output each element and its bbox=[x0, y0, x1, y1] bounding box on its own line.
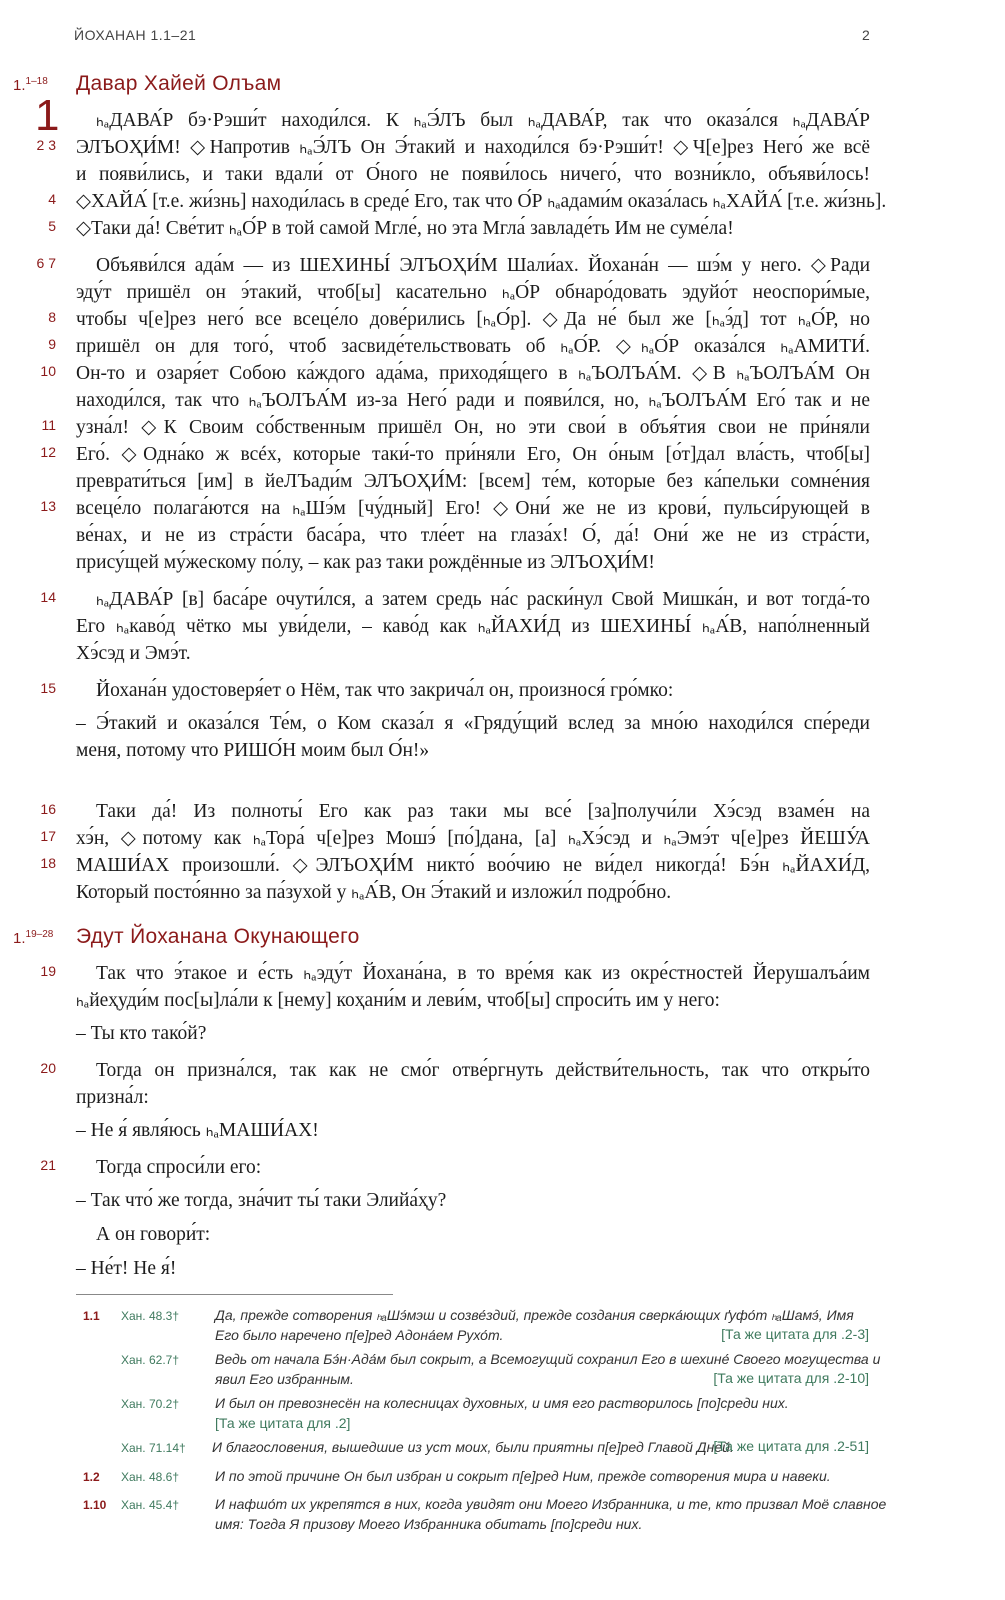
text-line: Его́. ◇Одна́ко ж всéх, которые таки́-то при́няли Его, Он о́ным [о́т]дал вла́сть, чтоб[ы] bbox=[76, 444, 870, 465]
text-line: Хэ́сэд и Эмэ́т. bbox=[76, 643, 191, 664]
text-line: находи́лся, так что ₕₐЪОЛЪА́М из-за Него́ ради и появи́лся, но, ₕₐЪОЛЪА́М Его́ так и не bbox=[76, 390, 870, 411]
footnote-divider bbox=[76, 1294, 393, 1295]
footnote-same-quote: [Та же цитата для .2-51] bbox=[713, 1438, 869, 1454]
footnote-reference-link[interactable]: Хан. 48.6† bbox=[121, 1470, 180, 1484]
text-line: меня, потому что РИШО́Н моим был О́н!» bbox=[76, 740, 430, 761]
text-line: ◇ХАЙА́ [т.е. жи́знь] находи́лась в среде́ Его, так что О́Р ₕₐадами́м оказа́лась ₕₐХАЙА́ [т.е. жи́знь]. bbox=[76, 191, 887, 212]
text-line: ◇Таки да́! Све́тит ₕₐО́Р в той самой Мгле́, но эта Мгла́ завладе́ть Им не суме́ла! bbox=[76, 218, 734, 239]
verse-number: 16 bbox=[40, 801, 56, 817]
verse-number: 21 bbox=[40, 1157, 56, 1173]
text-line: Таки да́! Из полноты́ Его как раз таки мы все́ [за]получи́ли Хэ́сэд взаме́н на bbox=[96, 801, 870, 822]
footnote-text: Да, прежде сотворения ₕₐШэ́мэш и созве́здий, прежде создания сверка́ющих ґуфо́т ₕₐШамэ́, Имя bbox=[215, 1307, 854, 1323]
verse-number: 9 bbox=[48, 336, 56, 352]
text-line: Объяви́лся ада́м — из ШЕХИНЫ́ ЭЛЪОҲИ́М Шали́ах. Йохана́н — шэ́м у него. ◇Ради bbox=[96, 255, 870, 276]
footnote-text: И по этой причине Он был избран и сокрыт п[е]ред Ним, прежде сотворения мира и навеки. bbox=[215, 1468, 831, 1484]
text-line: ЭЛЪОҲИ́М! ◇Напротив ₕₐЭ́ЛЪ Он Э́такий и находи́лся бэ·Рэши́т! ◇Ч[е]рез Него́ же всё bbox=[76, 137, 870, 158]
text-line: – Не́т! Не я́! bbox=[76, 1258, 177, 1279]
footnote-same-quote: [Та же цитата для .2-3] bbox=[721, 1326, 869, 1342]
footnote-label: 1.10 bbox=[83, 1498, 107, 1512]
text-line: прису́щей му́жескому по́лу, – как раз таки рождённые из ЭЛЪОҲИ́М! bbox=[76, 552, 655, 573]
verse-number: 17 bbox=[40, 828, 56, 844]
verse-number: 12 bbox=[40, 444, 56, 460]
section-ref-main: 1. bbox=[13, 77, 26, 94]
running-head: ЙОХАНАН 1.1–21 bbox=[74, 27, 197, 43]
verse-number: 14 bbox=[40, 589, 56, 605]
verse-number: 19 bbox=[40, 963, 56, 979]
verse-number: 5 bbox=[48, 218, 56, 234]
text-line: ₕₐйеҳуди́м пос[ы]ла́ли к [нему] коҳани́м и леви́м, чтоб[ы] спроси́ть им у него: bbox=[76, 990, 720, 1011]
text-line: узна́л! ◇К Своим со́бственным пришёл Он, но эти свои́ в объя́тия свои не при́няли bbox=[76, 417, 870, 438]
text-line: призна́л: bbox=[76, 1087, 149, 1108]
text-line: Который посто́янно за па́зухой у ₕₐА́В, Он Э́такий и изложи́л подро́бно. bbox=[76, 882, 672, 903]
footnote-same-quote: [Та же цитата для .2-10] bbox=[713, 1370, 869, 1386]
footnote-text: Его было наречено п[е]ред Адона́ем Рухо́т. bbox=[215, 1327, 504, 1343]
text-line: – Ты кто тако́й? bbox=[76, 1023, 207, 1044]
section-reference bbox=[13, 929, 53, 947]
page-number: 2 bbox=[862, 27, 870, 43]
text-line: чтобы ч[е]рез него́ все всеце́ло дове́рились [ₕₐО́р]. ◇Да не́ был же [ₕₐэ́д] тот ₕₐО́Р, но bbox=[76, 309, 870, 330]
text-line: и появи́лись, и таки вдали́ от О́ного не появи́лось ничего́, что возни́кло, объяви́лось! bbox=[76, 164, 870, 185]
text-line: всеце́ло полага́ются на ₕₐШэ́м [чу́дный] Его! ◇Они́ же не из крови́, пульси́рующей в bbox=[76, 498, 870, 519]
section-title: Эдут Йоханана Окунающего bbox=[76, 925, 360, 948]
footnote-same-quote: [Та же цитата для .2] bbox=[215, 1415, 351, 1431]
section-title: Давар Хайей Олъам bbox=[76, 72, 282, 95]
footnote-text: И нафшо́т их укрепятся в них, когда увидят они Моего Избранника, и те, кто призвал Моё славное bbox=[215, 1496, 887, 1512]
chapter-number: 1 bbox=[35, 91, 60, 140]
text-line: – Не я́ явля́юсь ₕₐМАШИ́АХ! bbox=[76, 1120, 319, 1141]
footnote-text: явил Его избранным. bbox=[215, 1371, 354, 1387]
text-line: Так что э́такое и е́сть ₕₐэду́т Йохана́на, в то вре́мя как из окре́стностей Йерушалъа́им bbox=[96, 963, 870, 984]
text-line: – Э́такий и оказа́лся Те́м, о Ком сказа́л я «Гряду́щий вслед за мно́ю находи́лся спе́реди bbox=[76, 713, 870, 734]
text-line: А он говори́т: bbox=[96, 1224, 211, 1245]
text-line: МАШИ́АХ произошли́. ◇ЭЛЪОҲИ́М никто́ воо́чию не ви́дел никогда́! Бэ́н ₕₐЙАХИ́Д, bbox=[76, 855, 870, 876]
footnote-reference-link[interactable]: Хан. 45.4† bbox=[121, 1498, 180, 1512]
footnote-label: 1.2 bbox=[83, 1470, 100, 1484]
text-line: Йохана́н удостоверя́ет о Нём, так что закрича́л он, произнося́ гро́мко: bbox=[96, 680, 674, 701]
footnote-text: имя: Тогда Я призову Моего Избранника обитать [по]среди них. bbox=[215, 1516, 643, 1532]
footnote-text: И был он превознесён на колесницах духовных, и имя его растворилось [по]среди них. bbox=[215, 1395, 789, 1411]
verse-number: 6 7 bbox=[36, 255, 56, 271]
text-line: пришёл он для того́, чтоб засвиде́тельствовать об ₕₐО́Р. ◇ₕₐО́Р оказа́лся ₕₐАМИТИ́. bbox=[76, 336, 870, 357]
text-line: Его ₕₐкаво́д чётко мы уви́дели, – каво́д как ₕₐЙАХИ́Д из ШЕХИНЫ́ ₕₐА́В, напо́лненный bbox=[76, 616, 870, 637]
text-line: преврати́ться [им] в йеЛЪади́м ЭЛЪОҲИ́М: [всем] те́м, которые без ка́пельки сомне́ния bbox=[76, 471, 870, 492]
verse-number: 2 3 bbox=[36, 137, 56, 153]
verse-number: 18 bbox=[40, 855, 56, 871]
text-line: Он-то и озаря́ет Собою ка́ждого ада́ма, приходя́щего в ₕₐЪОЛЪА́М. ◇В ₕₐЪОЛЪА́М Он bbox=[76, 363, 870, 384]
section-ref-main: 1. bbox=[13, 930, 26, 947]
footnote-text: Ведь от начала Бэ́н·Ада́м был сокрыт, а Всемогущий сохранил Его в шехине́ Своего могущества и bbox=[215, 1351, 881, 1367]
text-line: Тогда он призна́лся, так как не смо́г отве́ргнуть действи́тельность, так что откры́то bbox=[96, 1060, 870, 1081]
text-line: Тогда спроси́ли его: bbox=[96, 1157, 262, 1178]
text-line: ₕₐДАВА́Р [в] баса́ре очути́лся, а затем средь на́с раски́нул Свой Мишка́н, и вот тогда́-то bbox=[96, 589, 870, 610]
text-line: ве́нах, и не из стра́сти баса́ра, что тле́ет на глаза́х! О́, да́! Они́ же не из стра́сти, bbox=[76, 525, 870, 546]
section-ref-range: 19–28 bbox=[25, 929, 54, 940]
verse-number: 20 bbox=[40, 1060, 56, 1076]
footnote-label: 1.1 bbox=[83, 1309, 100, 1323]
text-line: эду́т пришёл он э́такий, чтоб[ы] касательно ₕₐО́Р обнаро́довать эдуйо́т неоспори́мые, bbox=[76, 282, 870, 303]
text-line: ₕₐДАВА́Р бэ·Рэши́т находи́лся. К ₕₐЭ́ЛЪ был ₕₐДАВА́Р, так что оказа́лся ₕₐДАВА́Р bbox=[96, 110, 870, 131]
verse-number: 10 bbox=[40, 363, 56, 379]
footnote-reference-link[interactable]: Хан. 71.14† bbox=[121, 1441, 186, 1455]
footnote-reference-link[interactable]: Хан. 62.7† bbox=[121, 1353, 180, 1367]
text-line: – Так что́ же тогда, зна́чит ты́ таки Элийа́ҳу? bbox=[76, 1190, 447, 1211]
footnote-text: И благословения, вышедшие из уст моих, были приятны п[е]ред Главой Дней. bbox=[212, 1439, 734, 1455]
verse-number: 4 bbox=[48, 191, 56, 207]
verse-number: 15 bbox=[40, 680, 56, 696]
footnote-reference-link[interactable]: Хан. 48.3† bbox=[121, 1309, 180, 1323]
footnote-reference-link[interactable]: Хан. 70.2† bbox=[121, 1397, 180, 1411]
section-ref-range: 1–18 bbox=[25, 76, 48, 87]
verse-number: 11 bbox=[41, 417, 56, 433]
verse-number: 13 bbox=[40, 498, 56, 514]
text-line: хэ́н, ◇потому как ₕₐТора́ ч[е]рез Мошэ́ [по́]дана, [а] ₕₐХэ́сэд и ₕₐЭмэ́т ч[е]рез ЙЕШУ́А bbox=[76, 828, 870, 849]
verse-number: 8 bbox=[48, 309, 56, 325]
